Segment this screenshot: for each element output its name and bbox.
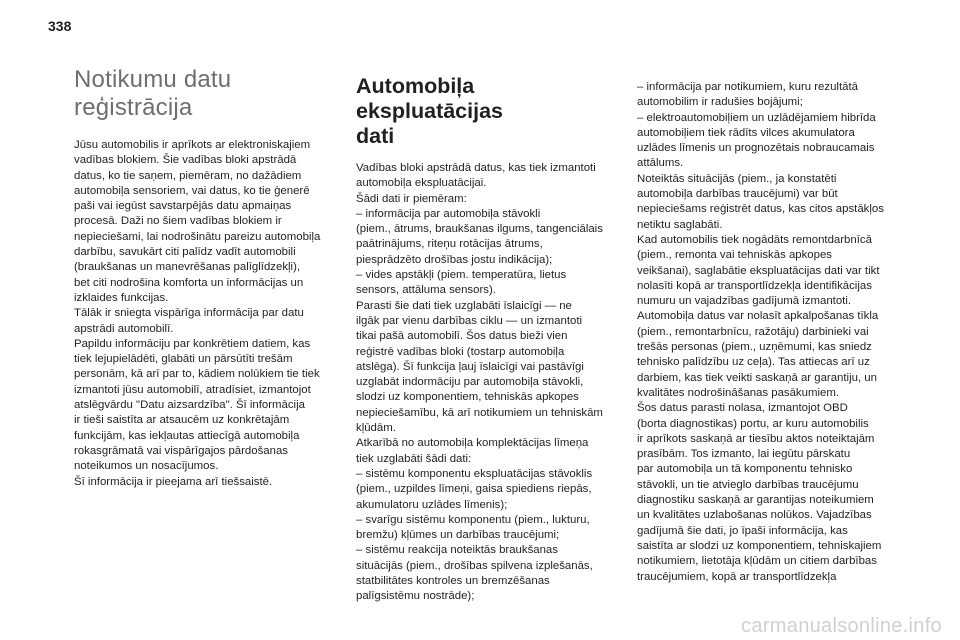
text-line: piesprādzēto drošības jostu indikācija); <box>356 253 553 266</box>
text-line: tiek lejupielādēti, glabāti un pārsūtīti trešām <box>74 353 293 366</box>
text-line: paātrinājums, riteņu rotācijas ātrums, <box>356 238 543 251</box>
text-line: uzlādes līmenis un prognozētais nobraucamais <box>637 142 875 155</box>
text-line: nepieciešami, lai nodrošinātu pareizu automobiļa <box>74 230 321 243</box>
text-line: darbību, savukārt citi palīdz vadīt automobili <box>74 246 296 259</box>
text-line: ir aprīkots saskaņā ar tiesību aktos noteiktajām <box>637 432 875 445</box>
text-line: rokasgrāmatā vai vispārīgajos pārdošanas <box>74 444 289 457</box>
text-line: Papildu informāciju par konkrētiem datiem, kas <box>74 337 311 350</box>
text-line: akumulatoru uzlādes līmenis); <box>356 498 508 511</box>
text-line: – informācija par notikumiem, kuru rezultātā <box>637 81 858 93</box>
text-line: tiek uzglabāti šādi dati: <box>356 452 472 465</box>
text-line: (piem., ātrums, braukšanas ilgums, tangenciālais <box>356 223 603 236</box>
middle-column-body <box>356 161 626 605</box>
text-line: Šos datus parasti nolasa, izmantojot OBD <box>637 402 848 415</box>
text-line: bet citi nodrošina komforta un informācijas un <box>74 276 304 289</box>
section-title-event-data: Notikumu datu reģistrācija <box>74 66 232 121</box>
text-line: attālums. <box>637 157 684 170</box>
text-line: situācijās (piem., drošības spilvena izplešanās, <box>356 559 593 572</box>
text-line: – informācija par automobiļa stāvokli <box>356 207 541 220</box>
text-line: Kad automobilis tiek nogādāts remontdarbnīcā <box>637 233 872 246</box>
text-line: nolasīti kopā ar transportlīdzekļa identifikācijas <box>637 279 872 292</box>
left-column <box>74 66 336 490</box>
text-line: Tālāk ir sniegta vispārīga informācija par datu <box>74 307 304 320</box>
text-line: par automobiļa un tā komponentu tehnisko <box>637 463 853 476</box>
left-column-body <box>74 138 336 490</box>
text-line: Šādi dati ir piemēram: <box>356 192 467 205</box>
text-line: funkcijām, kas iekļautas attiecīgā automobiļa <box>74 429 300 442</box>
right-column-body <box>637 80 907 585</box>
text-line: ilgāk par vienu darbības ciklu — un izmantoti <box>356 314 583 327</box>
text-line: (braukšanas un manevrēšanas palīglīdzekļi), <box>74 261 301 274</box>
text-line: un kvalitātes uzlabošanas nolūkos. Vajadzības <box>637 509 872 522</box>
text-line: statbilitātes kontroles un bremzēšanas <box>356 575 550 588</box>
text-line: netiktu saglabāti. <box>637 218 723 231</box>
text-line: paši vai iegūst savstarpējās datu apmaiņas <box>74 200 292 213</box>
text-line: (piem., uzpildes līmeņi, gaisa spiediens riepās, <box>356 483 592 496</box>
text-line: Parasti šie dati tiek uzglabāti īslaicīgi — ne <box>356 299 572 312</box>
text-line: uzglabāt indormāciju par automobiļa stāvokli, <box>356 376 584 389</box>
text-line: vadības blokiem. Šie vadības bloki apstrādā <box>74 154 297 167</box>
text-line: nepieciešams reģistrēt datus, kas citos apstākļos <box>637 203 884 216</box>
text-line: – elektroautomobiļiem un uzlādējamiem hibrīda <box>637 111 876 124</box>
text-line: (piem., remontarbnīcu, ražotāju) darbinieki vai <box>637 325 869 338</box>
text-line: apstrādi automobilī. <box>74 322 174 335</box>
text-line: automobiļiem tiek rādīts vilces akumulatora <box>637 126 855 139</box>
text-line: – svarīgu sistēmu komponentu (piem., lukturu, <box>356 513 590 526</box>
text-line: Atkarībā no automobiļa komplektācijas līmeņa <box>356 437 589 450</box>
text-line: palīgsistēmu nostrāde); <box>356 590 475 603</box>
text-line: atslēgvārdu "Datu aizsardzība". Šī informācija <box>74 399 305 412</box>
text-line: prasībām. Tos izmanto, lai iegūtu pārskatu <box>637 448 851 461</box>
text-line: izmantoti jūsu automobilī, atradīsiet, izmantojot <box>74 383 311 396</box>
text-line: traucējumiem, kopā ar transportlīdzekļa <box>637 570 837 583</box>
text-line: sensors, attāluma sensors). <box>356 284 496 297</box>
text-line: tikai pašā automobilī. Šos datus bieži vien <box>356 330 568 343</box>
text-line: saistīta ar slodzi uz komponentiem, tehniskajiem <box>637 539 882 552</box>
text-line: veikšanai), saglabātie ekspluatācijas dati var tikt <box>637 264 880 277</box>
middle-column <box>356 66 626 605</box>
text-line: noteikumos un nosacījumos. <box>74 460 219 473</box>
text-line: nepieciešamību, kā arī notikumiem un tehniskām <box>356 406 603 419</box>
text-line: (borta diagnostikas) portu, ar kuru automobilis <box>637 417 869 430</box>
text-line: Vadības bloki apstrādā datus, kas tiek izmantoti <box>356 162 596 174</box>
text-line: slodzi uz komponentiem, tehniskās apkopes <box>356 391 579 404</box>
text-line: Jūsu automobilis ir aprīkots ar elektroniskajiem <box>74 139 311 151</box>
text-line: diagnostiku saskaņā ar garantijas noteikumiem <box>637 494 874 507</box>
text-line: automobiļa ekspluatācijai. <box>356 177 487 190</box>
text-line: izklaides funkcijas. <box>74 291 169 304</box>
text-line: automobilim ir radušies bojājumi; <box>637 96 803 109</box>
title-line-2: dati <box>356 124 395 148</box>
text-line: kvalitātes nodrošināšanas pasākumiem. <box>637 386 839 399</box>
text-line: – vides apstākļi (piem. temperatūra, lietus <box>356 269 567 282</box>
text-line: Šī informācija ir pieejama arī tiešsaistē. <box>74 475 273 488</box>
section-title-operational-data <box>356 74 626 149</box>
text-line: atslēga). Šī funkcija ļauj īslaicīgi vai pastāvīgi <box>356 360 584 373</box>
text-line: kļūdām. <box>356 422 396 435</box>
right-column <box>637 80 907 585</box>
text-line: (piem., remonta vai tehniskās apkopes <box>637 249 833 262</box>
text-line: bremžu) kļūmes un darbības traucējumi; <box>356 529 560 542</box>
text-line: automobiļa darbības traucējumi) var būt <box>637 188 838 201</box>
text-line: notikumiem, lietotāja kļūdām un citiem darbības <box>637 555 877 568</box>
text-line: datus, ko tie saņem, piemēram, no dažādiem <box>74 169 302 182</box>
text-line: automobiļa sensoriem, vai datus, ko tie ģenerē <box>74 184 310 197</box>
text-line: tehnisko palīdzību uz ceļa). Tas attiecas arī uz <box>637 356 870 369</box>
watermark: carmanualsonline.info <box>741 615 942 637</box>
text-line: ir tieši saistīta ar atsaucēm uz konkrētajām <box>74 414 290 427</box>
text-line: stāvokli, un tie atvieglo darbības traucējumu <box>637 478 859 491</box>
text-line: gadījumā šie dati, jo īpaši informācija, kas <box>637 524 848 537</box>
text-line: Noteiktās situācijās (piem., ja konstatēti <box>637 172 837 185</box>
page-number: 338 <box>48 18 72 34</box>
text-line: procesā. Daži no šiem vadības blokiem ir <box>74 215 282 228</box>
text-line: darbiem, kas tiek veikti saskaņā ar garantiju, un <box>637 371 877 384</box>
text-line: – sistēmu reakcija noteiktās braukšanas <box>356 544 558 557</box>
text-line: trešās personas (piem., uzņēmumi, kas sniedz <box>637 341 872 354</box>
text-line: reģistrē vadības bloki (tostarp automobiļa <box>356 345 565 358</box>
text-line: Automobiļa datus var nolasīt apkalpošanas tīkla <box>637 310 879 323</box>
text-line: – sistēmu komponentu ekspluatācijas stāvoklis <box>356 467 593 480</box>
title-line-1: Automobiļa ekspluatācijas <box>356 74 504 123</box>
text-line: personām, kā arī par to, kādiem nolūkiem tie tiek <box>74 368 320 381</box>
text-line: numuru un vajadzības gadījumā izmantoti. <box>637 295 852 308</box>
